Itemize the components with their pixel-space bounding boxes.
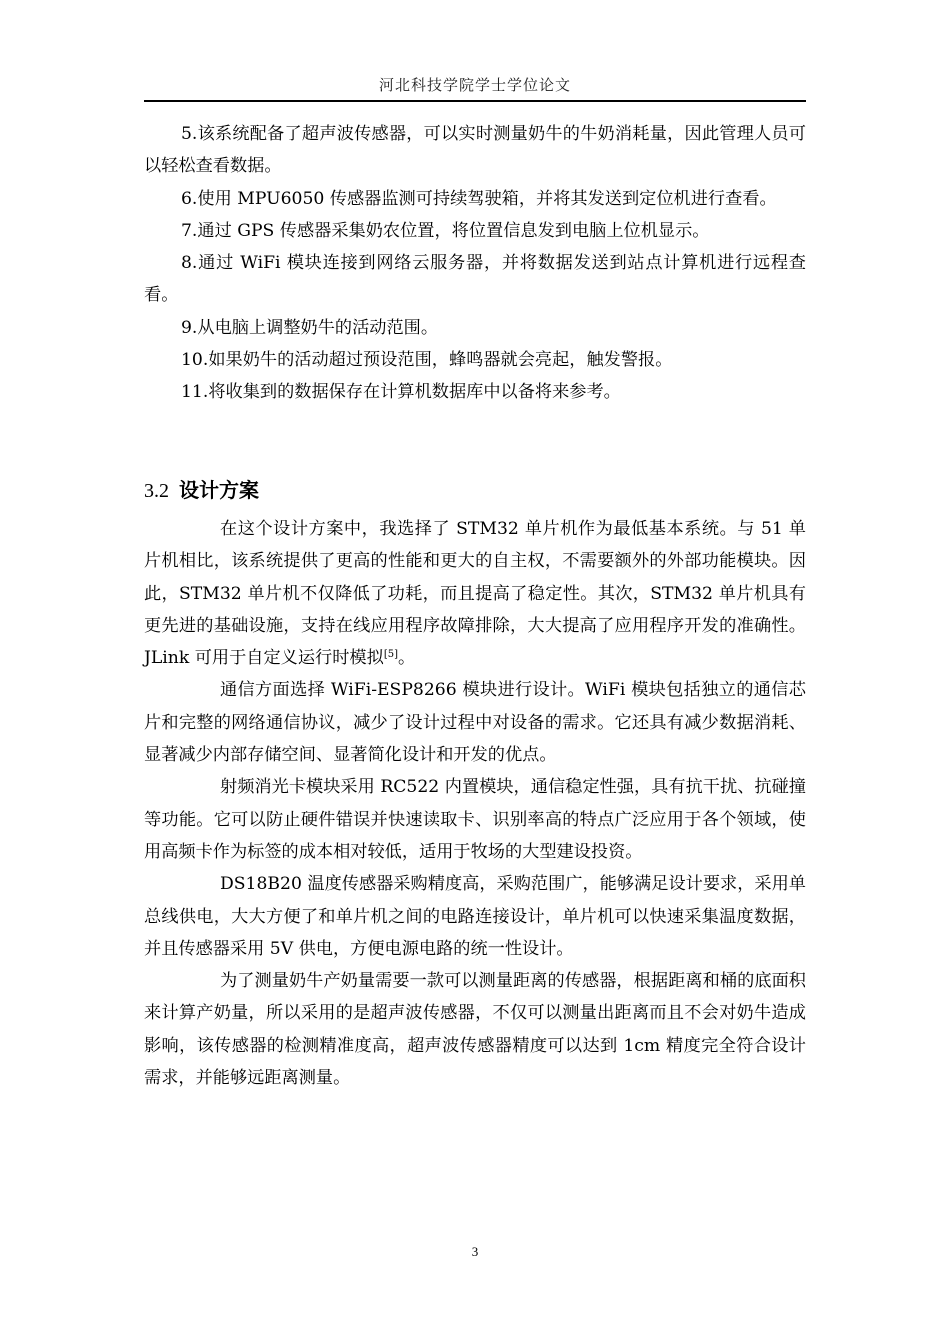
header-rule: [144, 100, 806, 102]
list-item: 7.通过 GPS 传感器采集奶农位置，将位置信息发到电脑上位机显示。: [181, 220, 710, 241]
page-number: 3: [471, 1244, 479, 1259]
section-number: 3.2: [144, 480, 169, 502]
section-body: [144, 513, 806, 1094]
paragraph: 为了测量奶牛产奶量需要一款可以测量距离的传感器，根据距离和桶的底面积来计算产奶量，所以采用的是超声波传感器，不仅可以测量出距离而且不会对奶牛造成影响，该传感器的检测精准度高，超声波传感器精度可以达到 1cm 精度完全符合设计需求，并能够远距离测量。: [144, 971, 806, 1089]
citation: [5]: [383, 649, 398, 661]
section-heading: [144, 474, 259, 507]
list-item: 11.将收集到的数据保存在计算机数据库中以备将来参考。: [181, 382, 621, 403]
paragraph-tail: 。: [397, 648, 416, 669]
list-item: 6.使用 MPU6050 传感器监测可持续驾驶箱，并将其发送到定位机进行查看。: [181, 188, 777, 209]
section-title: 设计方案: [179, 478, 259, 502]
list-item: 10.如果奶牛的活动超过预设范围，蜂鸣器就会亮起，触发警报。: [181, 350, 673, 371]
list-item: 9.从电脑上调整奶牛的活动范围。: [181, 317, 439, 338]
paragraph: 通信方面选择 WiFi-ESP8266 模块进行设计。WiFi 模块包括独立的通信芯片和完整的网络通信协议，减少了设计过程中对设备的需求。它还具有减少数据消耗、显著减少内部存储空间、显著简化设计和开发的优点。: [144, 680, 806, 766]
list-item: 5.该系统配备了超声波传感器，可以实时测量奶牛的牛奶消耗量，因此管理人员可以轻松查看数据。: [144, 124, 806, 177]
paragraph-text: 在这个设计方案中，我选择了 STM32 单片机作为最低基本系统。与 51 单片机相比，该系统提供了更高的性能和更大的自主权，不需要额外的外部功能模块。因此，STM32 单片机不仅降低了功耗，而且提高了稳定性。其次，STM32 单片机具有更先进的基础设施，支持在线应用程序故障排除，大大提高了应用程序开发的准确性。JLink 可用于自定义运行时模拟: [144, 519, 806, 669]
numbered-list: [144, 118, 806, 409]
running-header: 河北科技学院学士学位论文: [378, 76, 571, 94]
paragraph: DS18B20 温度传感器采购精度高，采购范围广，能够满足设计要求，采用单总线供电，大大方便了和单片机之间的电路连接设计，单片机可以快速采集温度数据，并且传感器采用 5V 供电，方便电源电路的统一性设计。: [144, 874, 806, 959]
list-item: 8.通过 WiFi 模块连接到网络云服务器，并将数据发送到站点计算机进行远程查看。: [144, 253, 806, 306]
paragraph: 射频消光卡模块采用 RC522 内置模块，通信稳定性强，具有抗干扰、抗碰撞等功能。它可以防止硬件错误并快速读取卡、识别率高的特点广泛应用于各个领域，使用高频卡作为标签的成本相对较低，适用于牧场的大型建设投资。: [144, 777, 806, 862]
paragraph: [144, 513, 806, 674]
